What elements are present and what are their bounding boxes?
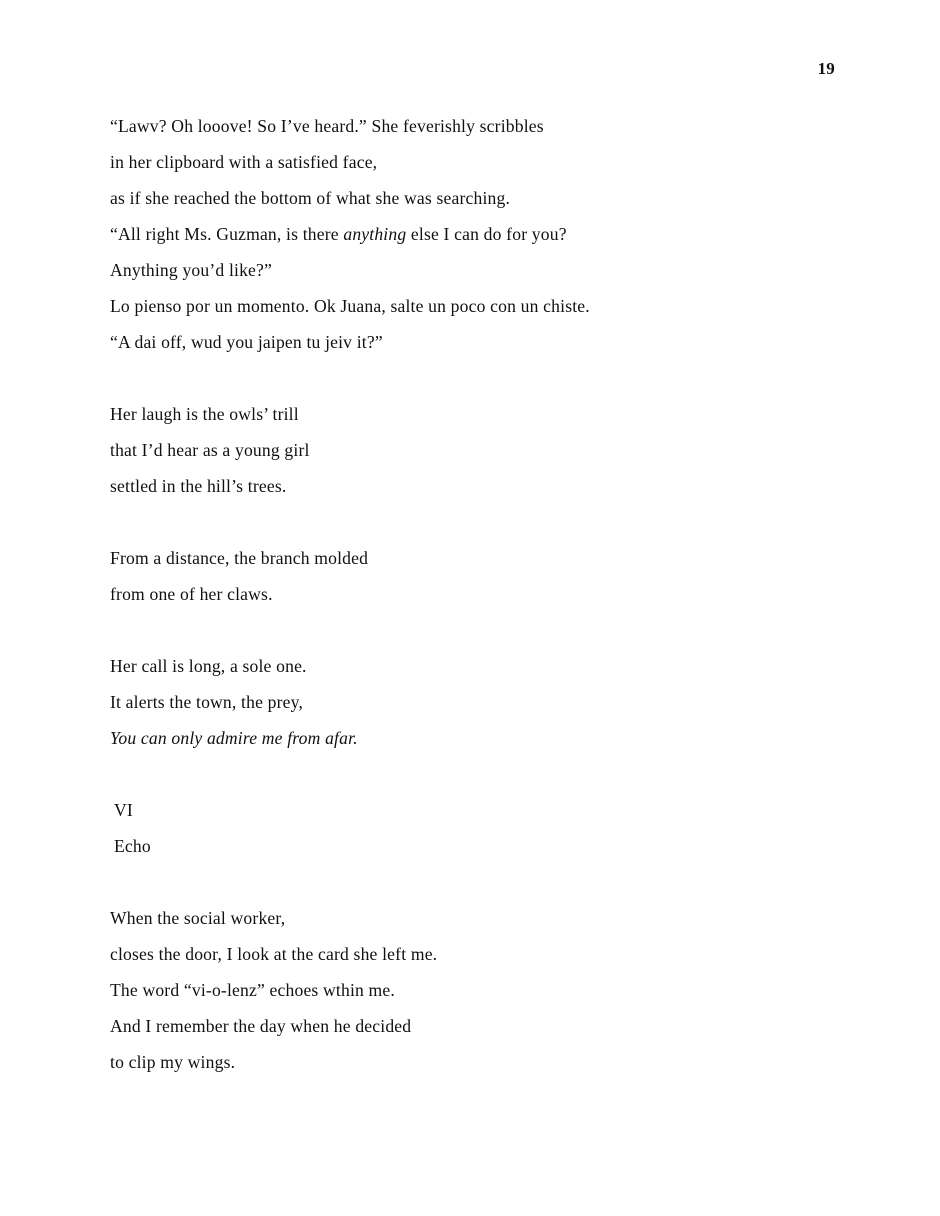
stanza-break	[110, 612, 830, 648]
poem-line: closes the door, I look at the card she left me.	[110, 944, 438, 964]
poem-line: that I’d hear as a young girl	[110, 440, 310, 460]
section-title: Echo	[114, 836, 151, 856]
poem-line: Her call is long, a sole one.	[110, 656, 307, 676]
stanza-break	[110, 756, 830, 792]
line-part-post: else I can do for you?	[406, 224, 567, 244]
poem-line: Anything you’d like?”	[110, 260, 273, 280]
stanza-3	[110, 540, 830, 612]
poem-line: in her clipboard with a satisfied face,	[110, 152, 378, 172]
poem-line: It alerts the town, the prey,	[110, 692, 304, 712]
poem-line: from one of her claws.	[110, 584, 273, 604]
poem-line: “A dai off, wud you jaipen tu jeiv it?”	[110, 332, 383, 352]
poem-line: to clip my wings.	[110, 1052, 236, 1072]
poem-line: Her laugh is the owls’ trill	[110, 404, 299, 424]
poem-text-block	[110, 108, 830, 1080]
poem-line: And I remember the day when he decided	[110, 1016, 412, 1036]
poem-line-with-emphasis	[110, 216, 830, 252]
stanza-1	[110, 108, 830, 360]
page-number: 19	[817, 59, 835, 78]
stanza-4	[110, 648, 830, 756]
poem-line-italic: You can only admire me from afar.	[110, 728, 358, 748]
poem-line: as if she reached the bottom of what she was searching.	[110, 188, 511, 208]
stanza-break	[110, 864, 830, 900]
poem-line: Lo pienso por un momento. Ok Juana, salte un poco con un chiste.	[110, 296, 590, 316]
stanza-break	[110, 504, 830, 540]
stanza-5	[110, 900, 830, 1080]
poem-line: The word “vi-o-lenz” echoes wthin me.	[110, 980, 395, 1000]
poem-line: “Lawv? Oh looove! So I’ve heard.” She feverishly scribbles	[110, 116, 544, 136]
stanza-2	[110, 396, 830, 504]
line-part-pre: “All right Ms. Guzman, is there	[110, 224, 344, 244]
poem-line: settled in the hill’s trees.	[110, 476, 287, 496]
section-heading	[110, 792, 830, 864]
section-numeral: VI	[114, 800, 133, 820]
poem-line: From a distance, the branch molded	[110, 548, 369, 568]
stanza-break	[110, 360, 830, 396]
emphasized-word: anything	[343, 224, 407, 244]
poem-line: When the social worker,	[110, 908, 286, 928]
